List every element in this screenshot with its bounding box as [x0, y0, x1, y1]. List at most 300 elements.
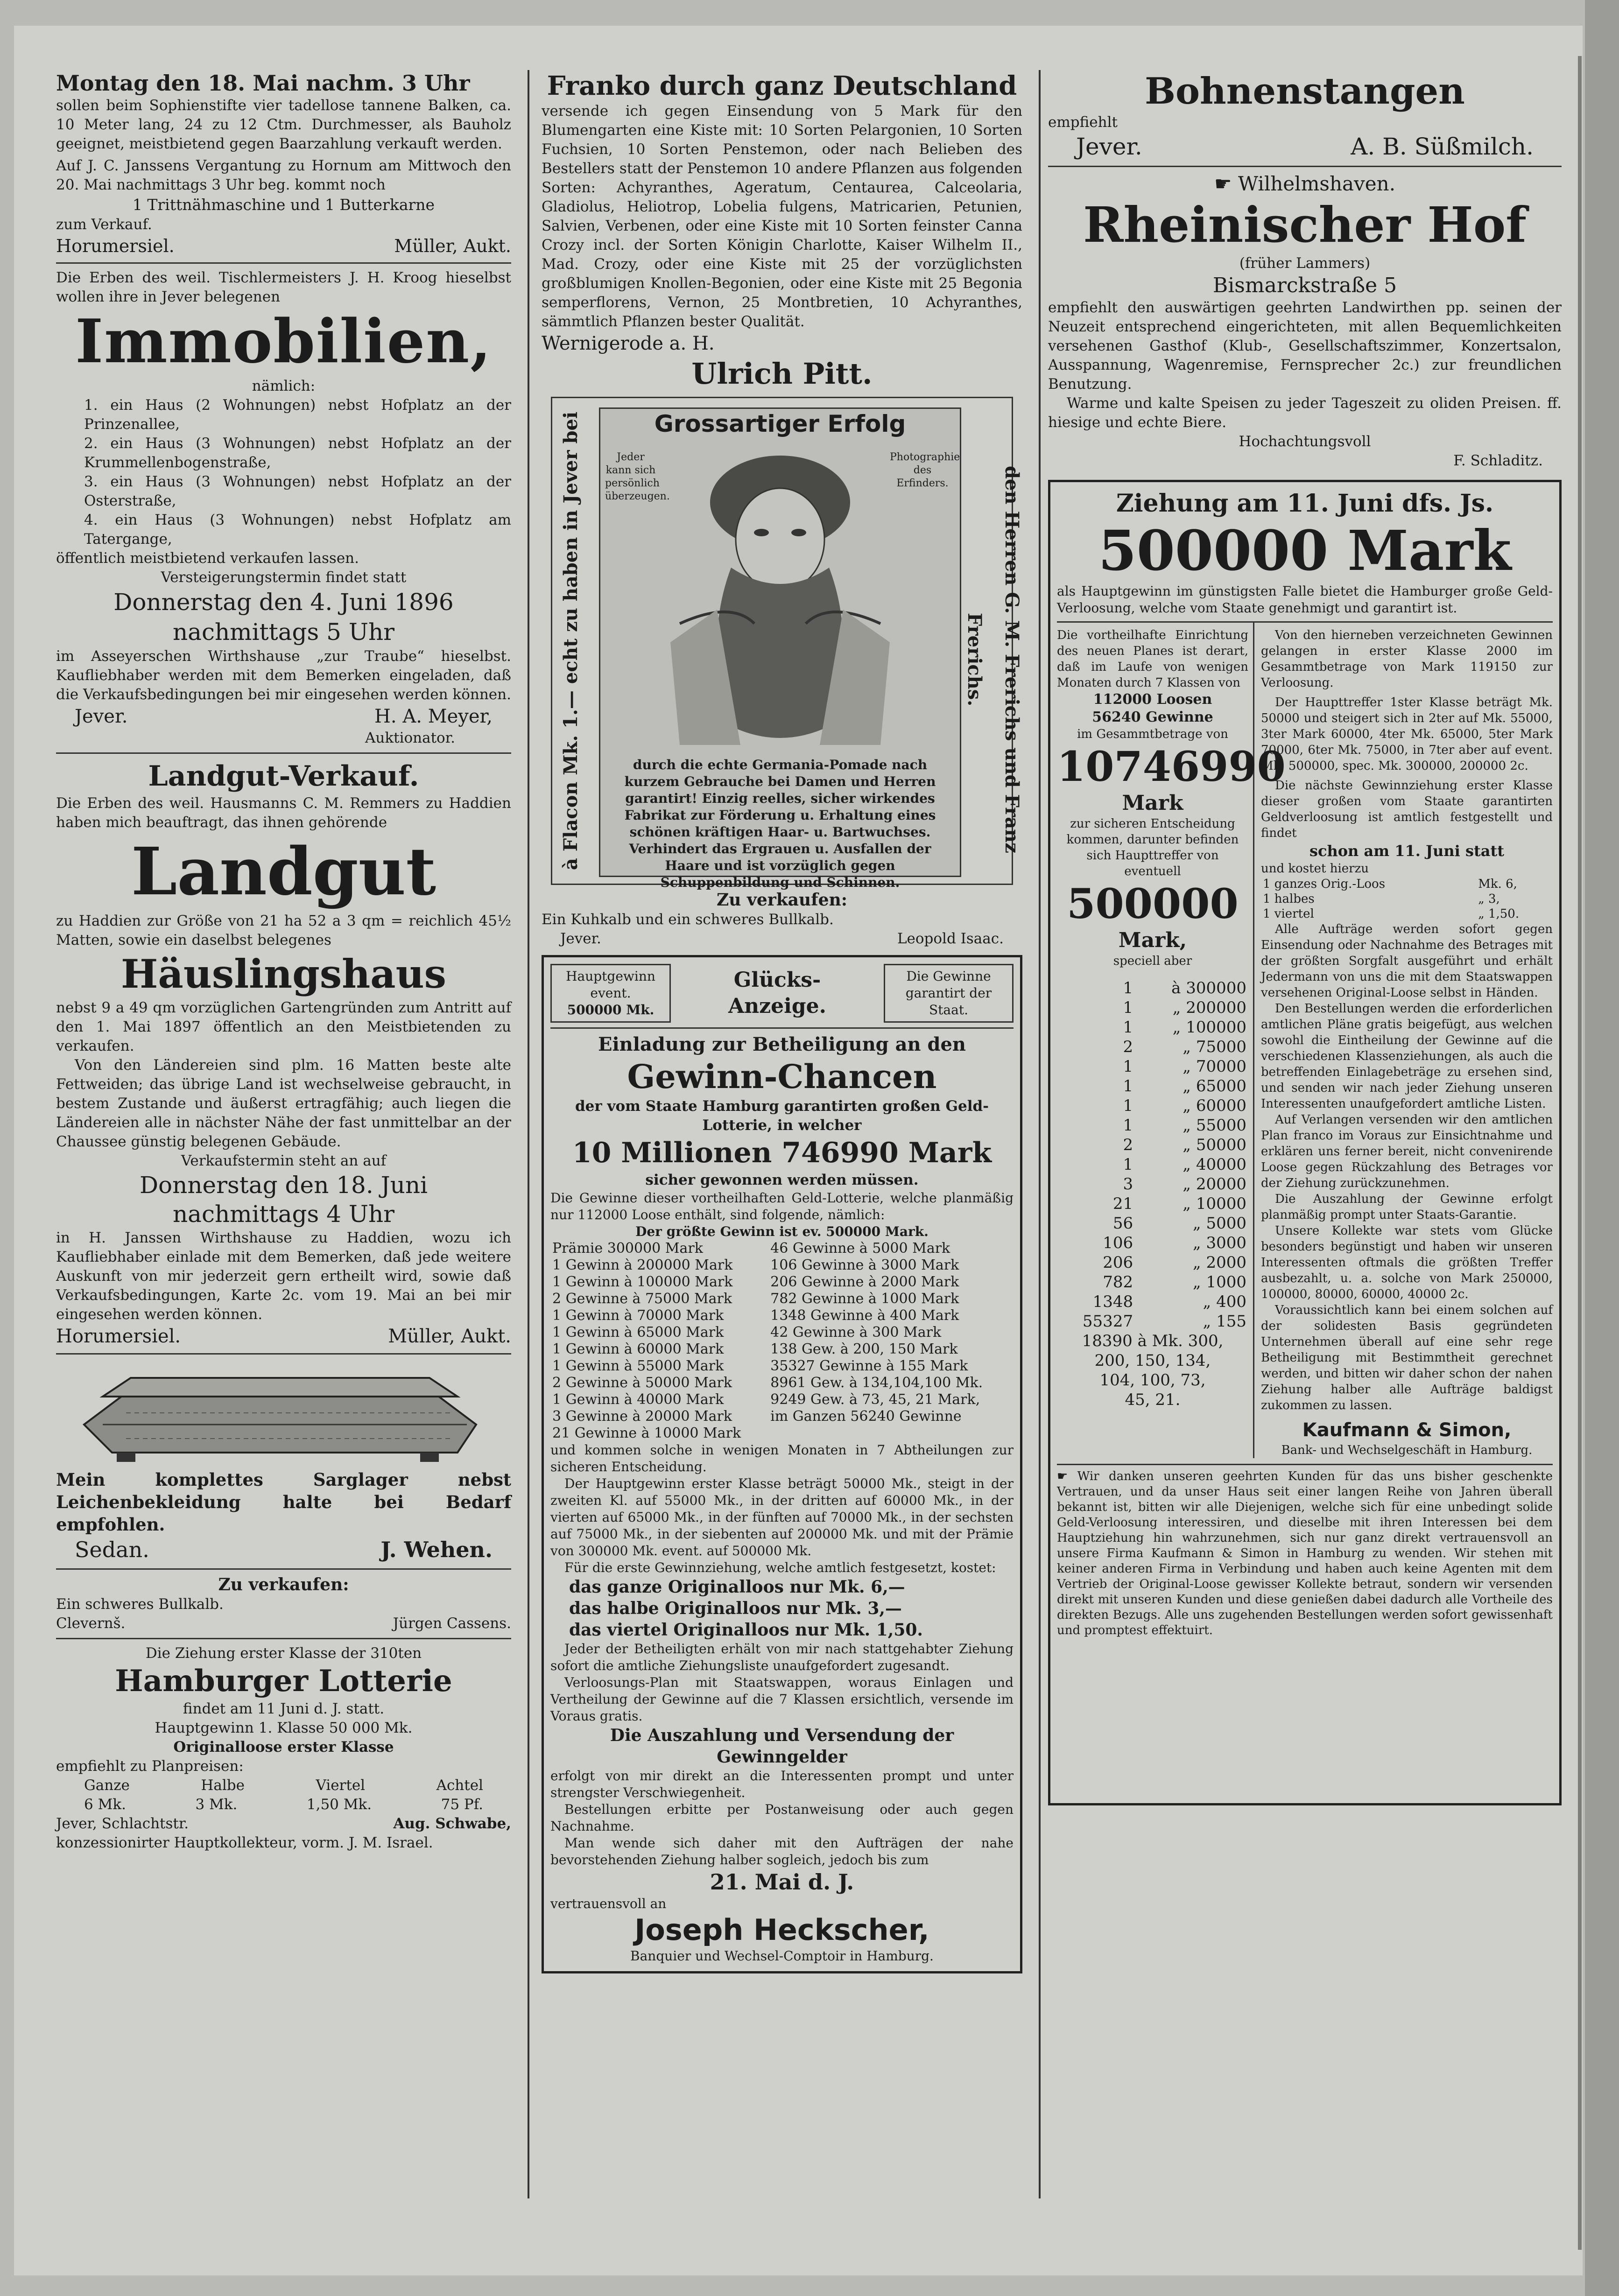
prize-amount: „ 155: [1203, 1312, 1246, 1331]
table-cell: 42 Gewinne à 300 Mark: [770, 1324, 942, 1341]
ad-rheinischer-hof: [1048, 172, 1562, 470]
table-row: [550, 1391, 1014, 1408]
ad-text: nebst 9 a 49 qm vorzüglichen Gartengründen zum Antritt auf den 1. Mai 1897 öffentlich an den Meistbietenden zu verkaufen.: [56, 999, 511, 1054]
ad-place: Clevernš.: [56, 1615, 126, 1632]
loos-price: „ 3,: [1478, 892, 1500, 906]
table-row: [550, 1291, 1014, 1307]
ad-text: und kostet hierzu: [1261, 862, 1369, 876]
ad-text: vertrauensvoll an: [550, 1896, 667, 1911]
ad-signature: [56, 704, 511, 729]
prize-count: 1: [1123, 1077, 1133, 1095]
ad-pflanzen: [542, 70, 1022, 392]
prize-amount: „ 40000: [1183, 1155, 1246, 1174]
divider: [56, 1353, 511, 1355]
prize-tail: 104, 100, 73,: [1099, 1371, 1206, 1390]
table-row: [1057, 1135, 1248, 1155]
ad-title: Bohnenstangen: [1145, 70, 1465, 112]
ad-signer: J. Wehen.: [380, 1537, 493, 1562]
ad-big-amount: 10 Millionen 746990 Mark: [572, 1137, 992, 1169]
ad-text: Die Auszahlung der Gewinne erfolgt planmäßig prompt unter Staats-Garantie.: [1261, 1192, 1553, 1222]
pointing-hand-icon: ☛: [1214, 172, 1238, 195]
prize-table-body: [550, 1240, 1014, 1442]
ad-signer-title: Banquier und Wechsel-Comptoir in Hamburg.: [630, 1948, 934, 1964]
ad-place: Jever.: [560, 930, 601, 947]
price-header: Ganze: [84, 1777, 130, 1794]
ad-text: Von den hierneben verzeichneten Gewinnen gelangen in erster Klasse 2000 im Gesammtbetrage von Mark 119150 zur Verloosung.: [1261, 628, 1553, 690]
table-cell: 1348 Gewinne à 400 Mark: [770, 1307, 959, 1324]
coffin-illustration: [56, 1359, 511, 1467]
prize-count: 1: [1123, 1116, 1133, 1135]
ad-text: Alle Aufträge werden sofort gegen Einsendung oder Nachnahme des Betrages mit der größten Sorgfalt ausgeführt und erhält Jedermann von uns die mit dem Staatswappen versehenen Original-Loose selbst in Händen.: [1261, 922, 1553, 1000]
ad-street: Bismarckstraße 5: [1212, 274, 1397, 297]
ad-signer: Müller, Aukt.: [394, 236, 511, 256]
ad-label: Hauptgewinn: [566, 969, 655, 984]
ad-text: Von den Ländereien sind plm. 16 Matten beste alte Fettweiden; das übrige Land ist wechselweise gebraucht, in bestem Zustande und äußerst ertragfähig; auch liegen die Ländereien alle in nächster Nähe der fast unmittelbar an der Chaussee günstig belegenen Gebäude.: [56, 1057, 511, 1150]
ad-signature: [56, 1536, 511, 1564]
loos-price-body: [1261, 877, 1553, 921]
ad-signer: Aug. Schwabe,: [393, 1815, 511, 1832]
ad-intro: Die Ziehung erster Klasse der 310ten: [145, 1645, 422, 1662]
table-row: [1057, 1194, 1248, 1214]
ad-text: der vom Staate Hamburg garantirten großen Geld-Lotterie, in welcher: [575, 1098, 989, 1134]
ad-text: Hauptgewinn 1. Klasse 50 000 Mk.: [155, 1720, 413, 1736]
table-row: [1057, 1272, 1248, 1292]
ad-signer: Joseph Heckscher,: [634, 1913, 929, 1947]
ad-signer: H. A. Meyer,: [374, 706, 493, 727]
book-edge: [1585, 0, 1619, 2296]
list-item: 1. ein Haus (2 Wohnungen) nebst Hofplatz an der Prinzenallee,: [84, 397, 511, 433]
table-cell: 1 Gewinn à 200000 Mark: [552, 1257, 733, 1273]
ad-label: 500000 Mk.: [567, 1002, 655, 1018]
ad-hamburger-lotterie: [56, 1644, 511, 1853]
column-1: [56, 70, 511, 1853]
list-item: 4. ein Haus (3 Wohnungen) nebst Hofplatz am Tatergange,: [84, 512, 511, 548]
ad-text: 112000 Loosen: [1093, 691, 1212, 708]
column-3: [1048, 70, 1562, 1805]
ad-text: Ein Kuhkalb und ein schweres Bullkalb.: [542, 911, 834, 928]
prize-list-body: [1057, 978, 1248, 1331]
prize-amount: „ 400: [1203, 1292, 1246, 1311]
ad-text: Den Bestellungen werden die erforderlichen amtlichen Pläne gratis beigefügt, aus welchen sowohl die Eintheilung der Gewinne auf die verschiedenen Klassenziehungen, als auch die betreffenden Einlagebeträge zu ersehen sind, und senden wir nach jeder Ziehung unseren Interessenten unaufgefordert amtliche Listen.: [1261, 1002, 1553, 1111]
prize-count: 55327: [1082, 1312, 1133, 1331]
ad-text: speciell aber: [1113, 954, 1192, 968]
ad-signature: [542, 929, 1022, 948]
ad-text: im Asseyerschen Wirthshause „zur Traube“ hieselbst. Kaufliebhaber werden mit dem Bemerken eingeladen, daß die Verkaufsbedingungen bei mir eingesehen werden können.: [56, 648, 511, 703]
table-row: [550, 1358, 1014, 1375]
ad-sub: nämlich:: [252, 378, 316, 394]
table-cell: 9249 Gew. à 73, 45, 21 Mark,: [770, 1391, 980, 1408]
ad-text: zur sicheren Entscheidung kommen, darunter befinden sich Haupttreffer von eventuell: [1066, 817, 1239, 878]
ad-text: Der größte Gewinn ist ev. 500000 Mark.: [635, 1224, 929, 1239]
divider: [56, 262, 511, 264]
table-cell: 1 Gewinn à 65000 Mark: [552, 1324, 724, 1341]
prize-amount: „ 2000: [1193, 1253, 1246, 1272]
ad-text: Originalloose erster Klasse: [173, 1739, 394, 1755]
table-cell: 1 Gewinn à 70000 Mark: [552, 1307, 724, 1324]
ad-signature: [56, 1814, 511, 1833]
ad-heading: Montag den 18. Mai nachm. 3 Uhr: [56, 70, 470, 96]
prize-count: 1: [1123, 979, 1133, 997]
table-row: [550, 1408, 1014, 1425]
ad-text: findet am 11 Juni d. J. statt.: [183, 1700, 385, 1717]
ad-heckscher-box: [542, 955, 1022, 1973]
ad-items: 1 Trittnähmaschine und 1 Butterkarne: [132, 196, 435, 214]
ad-text: Der Hauptgewinn erster Klasse beträgt 50000 Mk., steigt in der zweiten Kl. auf 55000 Mk., in der dritten auf 60000 Mk., in der vierten auf 65000 Mk., in der fünften auf 70000 Mk., in der sechsten auf 75000 Mk., in der siebenten auf 200000 Mk. und mit der Prämie von 300000 Mk. event. auf 500000 Mk.: [550, 1476, 1014, 1559]
prize-count: 106: [1103, 1234, 1133, 1252]
ad-text: Warme und kalte Speisen zu jeder Tageszeit zu oliden Preisen. ff. hiesige und echte Biere.: [1048, 395, 1562, 431]
ad-signer-title: konzessionirter Hauptkollekteur, vorm. J. M. Israel.: [56, 1834, 433, 1851]
table-cell: 35327 Gewinne à 155 Mark: [770, 1358, 968, 1374]
ad-city: Wilhelmshaven.: [1238, 172, 1396, 195]
prize-amount: „ 20000: [1183, 1175, 1246, 1194]
ad-signer: F. Schladitz.: [1453, 452, 1543, 469]
ad-bullkalb: [56, 1574, 511, 1633]
ad-signer-title: Bank- und Wechselgeschäft in Hamburg.: [1281, 1443, 1533, 1457]
ad-price-line: das halbe Originalloos nur Mk. 3,—: [569, 1599, 902, 1618]
ad-side-right: [964, 398, 1023, 884]
page-shadow: [1578, 56, 1582, 2250]
ad-time: nachmittags 4 Uhr: [172, 1201, 395, 1228]
ad-text: Man wende sich daher mit den Aufträgen der nahe bevorstehenden Ziehung halber sogleich, jedoch bis zum: [550, 1835, 1014, 1868]
table-row: [1261, 892, 1553, 906]
table-row: [1057, 1155, 1248, 1174]
ad-title: Glücks-Anzeige.: [728, 968, 826, 1018]
table-row: [550, 1375, 1014, 1391]
ad-big-number: 10746990: [1057, 742, 1286, 791]
ad-text: im Gesammtbetrage von: [1077, 727, 1228, 741]
ad-date: Donnerstag den 4. Juni 1896: [113, 589, 454, 616]
ad-big-title: Häuslingshaus: [121, 951, 446, 997]
table-row: [1057, 1116, 1248, 1135]
table-row: [1057, 1057, 1248, 1076]
table-cell: 1 Gewinn à 40000 Mark: [552, 1391, 724, 1408]
table-row: [1057, 1312, 1248, 1331]
ad-text: Auf Verlangen versenden wir den amtlichen Plan franco im Voraus zur Einsichtnahme und erklären uns ferner bereit, nicht convenirende Loose gegen Rückzahlung des Betrages vor der Ziehung zurückzunehmen.: [1261, 1113, 1553, 1190]
prize-count: 21: [1112, 1194, 1133, 1213]
divider: [56, 1638, 511, 1639]
table-row: [550, 1307, 1014, 1324]
table-cell: 46 Gewinne à 5000 Mark: [770, 1240, 950, 1257]
ad-sarglager: [56, 1359, 511, 1564]
ad-title: Immobilien,: [75, 307, 492, 377]
table-row: [1261, 906, 1553, 921]
ad-place: Wernigerode a. H.: [542, 333, 715, 354]
ad-thanks: [1057, 1464, 1553, 1638]
ad-text: Verloosungs-Plan mit Staatswappen, woraus Einlagen und Vertheilung der Gewinne auf die 7 Klassen ersichtlich, versende im Voraus gratis.: [550, 1675, 1014, 1724]
table-row: [550, 1425, 1014, 1442]
ad-kuhkalb: [542, 890, 1022, 948]
ad-text: (früher Lammers): [1239, 255, 1371, 272]
prize-amount: „ 70000: [1183, 1057, 1246, 1076]
ad-time: nachmittags 5 Uhr: [172, 618, 395, 646]
prize-amount: „ 1000: [1193, 1273, 1246, 1292]
table-row: [1057, 1292, 1248, 1312]
ad-text: Unsere Kollekte war stets vom Glücke besonders begünstigt und haben wir unseren Interessenten oftmals die größten Treffer ausbezahlt, u. a. solche von Mark 250000, 100000, 80000, 60000, 40000 2c.: [1261, 1224, 1553, 1301]
ad-label: event.: [590, 985, 631, 1001]
ad-label: Die Gewinne garantirt der Staat.: [884, 964, 1014, 1023]
prize-amount: „ 60000: [1183, 1096, 1246, 1115]
table-row: [1057, 1037, 1248, 1057]
price-header: Halbe: [201, 1777, 245, 1794]
ad-title: Gewinn-Chancen: [627, 1057, 937, 1096]
ad-text: Die Auszahlung und Versendung der Gewinngelder: [610, 1726, 954, 1767]
prize-count: 1: [1123, 1155, 1133, 1174]
ad-city-row: [1048, 172, 1562, 196]
ad-date: 21. Mai d. J.: [710, 1869, 854, 1895]
prize-count: 3: [1123, 1175, 1133, 1194]
loos-type: 1 viertel: [1263, 907, 1314, 921]
ad-text: Jeder der Betheiligten erhält von mir nach stattgehabter Ziehung sofort die amtliche Ziehungsliste unaufgefordert zugesandt.: [550, 1641, 1014, 1673]
divider: [56, 1568, 511, 1570]
table-cell: 106 Gewinne à 3000 Mark: [770, 1257, 959, 1273]
prize-amount: à 300000: [1171, 979, 1246, 997]
table-cell: Prämie 300000 Mark: [552, 1240, 703, 1257]
prize-count: 2: [1123, 1136, 1133, 1154]
ad-title: Rheinischer Hof: [1083, 196, 1527, 253]
table-cell: 1 Gewinn à 60000 Mark: [552, 1341, 724, 1357]
prize-tail: 45, 21.: [1125, 1390, 1181, 1409]
ad-title: Zu verkaufen:: [716, 890, 848, 910]
ad-place: Sedan.: [75, 1537, 149, 1562]
prize-amount: „ 200000: [1172, 998, 1246, 1017]
loos-price-table: [1261, 877, 1553, 921]
table-row: [1057, 1233, 1248, 1253]
ad-signature: [1048, 132, 1562, 161]
price-value: 6 Mk.: [84, 1796, 126, 1813]
ad-text: empfiehlt den auswärtigen geehrten Landwirthen pp. seinen der Neuzeit entsprechend eingerichteten, mit allen Bequemlichkeiten versehenen Gasthof (Klub-, Gesellschaftszimmer, Konzertsalon, Ausspannung, Wagenremise, Fernsprecher 2c.) zur freundlichen Benutzung.: [1048, 299, 1562, 393]
ad-side-left: [552, 398, 590, 884]
ad-text: sicher gewonnen werden müssen.: [645, 1172, 919, 1188]
table-row: [1057, 1076, 1248, 1096]
price-value: 75 Pf.: [441, 1796, 483, 1813]
ad-signer: Leopold Isaac.: [897, 930, 1004, 947]
table-cell: 3 Gewinne à 20000 Mark: [552, 1408, 732, 1425]
ad-text: Auf J. C. Janssens Vergantung zu Hornum am Mittwoch den 20. Mai nachmittags 3 Uhr beg. kommt noch: [56, 157, 511, 193]
ad-text: Einladung zur Betheiligung an den: [598, 1033, 966, 1055]
column-rule-1: [528, 70, 529, 2198]
ad-price-line: das ganze Originalloos nur Mk. 6,—: [569, 1577, 905, 1597]
ad-signer: Müller, Aukt.: [388, 1326, 511, 1347]
divider: [1048, 166, 1562, 167]
ad-place: Jever.: [75, 706, 128, 727]
loos-type: 1 ganzes Orig.-Loos: [1263, 877, 1386, 891]
ad-text: schon am 11. Juni statt: [1309, 842, 1505, 860]
ad-text: Die nächste Gewinnziehung erster Klasse dieser großen vom Staate garantirten Geldverloosung ist amtlich festgestellt und findet: [1261, 779, 1553, 840]
ad-text: [1057, 1469, 1553, 1638]
ad-head: Grossartiger Erfolg: [654, 410, 906, 437]
ad-big-number: 500000: [1067, 879, 1239, 928]
table-cell: im Ganzen 56240 Gewinne: [770, 1408, 962, 1425]
list-item: 3. ein Haus (3 Wohnungen) nebst Hofplatz an der Osterstraße,: [84, 473, 511, 509]
prize-count: 1: [1123, 1096, 1133, 1115]
prize-amount: „ 50000: [1183, 1136, 1246, 1154]
table-row: [550, 1240, 1014, 1257]
ad-place: Jever.: [1076, 133, 1142, 160]
ad-title: Hamburger Lotterie: [115, 1664, 452, 1699]
ad-text: zu Haddien zur Größe von 21 ha 52 a 3 qm = reichlich 45½ Matten, sowie ein daselbst belegenes: [56, 913, 511, 948]
divider: [56, 752, 511, 754]
ad-kaufmann-simon-box: [1048, 480, 1562, 1805]
table-row: [1057, 998, 1248, 1018]
price-headers: [56, 1776, 511, 1795]
table-cell: 21 Gewinne à 10000 Mark: [552, 1425, 741, 1441]
table-row: [550, 1324, 1014, 1341]
ad-signer: Jürgen Cassens.: [393, 1615, 511, 1632]
ad-intro: Die Erben des weil. Hausmanns C. M. Remmers zu Haddien haben mich beauftragt, das ihnen gehörende: [56, 795, 511, 831]
prize-count: 782: [1103, 1273, 1133, 1292]
ad-text: öffentlich meistbietend verkaufen lassen.: [56, 550, 359, 567]
price-header: Achtel: [436, 1777, 483, 1794]
loos-type: 1 halbes: [1263, 892, 1315, 906]
ad-hauptgewinn-box: [550, 964, 671, 1023]
ad-text: 56240 Gewinne: [1092, 709, 1213, 725]
bearded-man-portrait: [661, 446, 899, 750]
table-row: [1057, 1214, 1248, 1233]
ad-right-column: [1254, 623, 1553, 1458]
table-cell: 138 Gew. à 200, 150 Mark: [770, 1341, 958, 1357]
ad-text: als Hauptgewinn im günstigsten Falle bietet die Hamburger große Geld-Verloosung, welche vom Staate genehmigt und garantirt ist.: [1057, 583, 1553, 616]
ad-signer: Kaufmann & Simon,: [1302, 1419, 1512, 1441]
ad-text: erfolgt von mir direkt an die Interessenten prompt und unter strengster Verschwiegenheit.: [550, 1768, 1014, 1800]
table-cell: 2 Gewinne à 75000 Mark: [552, 1291, 732, 1307]
table-row: [550, 1257, 1014, 1274]
ad-text: Der Haupttreffer 1ster Klasse beträgt Mk. 50000 und steigert sich in 2ter auf Mk. 55000, 3ter Mark 60000, 4ter Mk. 65000, 5ter Mark 70000, 6ter Mk. 75000, in 7ter aber auf event. Mk. 500000, spec. Mk. 300000, 200000 2c.: [1261, 695, 1553, 773]
ad-two-columns: [1057, 621, 1553, 1458]
ad-top: Ziehung am 11. Juni dfs. Js.: [1116, 489, 1494, 518]
table-row: [1057, 1253, 1248, 1272]
ad-signature: [56, 234, 511, 258]
table-cell: 782 Gewinne à 1000 Mark: [770, 1291, 959, 1307]
ad-text: Hochachtungsvoll: [1239, 433, 1371, 450]
column-rule-2: [1039, 70, 1041, 2198]
table-cell: 1 Gewinn à 55000 Mark: [552, 1358, 724, 1374]
ad-signer: Ulrich Pitt.: [691, 357, 873, 391]
ad-signature: [56, 1614, 511, 1633]
prize-amount: „ 10000: [1183, 1194, 1246, 1213]
ad-caption: durch die echte Germania-Pomade nach kurzem Gebrauche bei Damen und Herren garantirt! Einzig reelles, sicher wirkendes Fabrikat zur Förderung u. Erhaltung eines schönen kräftigen Haar- u. Bartwuchses. Verhindert das Ergrauen u. Ausfallen der Haare und ist vorzüglich gegen Schuppenbildung und Schinnen.: [624, 757, 936, 890]
prize-amount: „ 3000: [1193, 1234, 1246, 1252]
prize-count: 1: [1123, 998, 1133, 1017]
prize-amount: „ 5000: [1193, 1214, 1246, 1233]
ad-date: Donnerstag den 18. Juni: [139, 1172, 428, 1199]
ad-side-text: à Flacon Mk. 1.— echt zu haben in Jever bei: [560, 411, 582, 871]
table-row: [550, 1341, 1014, 1358]
ad-text: Die Gewinne dieser vortheilhaften Geld-Lotterie, welche planmäßig nur 112000 Loose enthält, sind folgende, nämlich:: [550, 1190, 1014, 1222]
ad-text: Mein komplettes Sarglager nebst Leichenbekleidung halte bei Bedarf empfohlen.: [56, 1469, 511, 1535]
ad-text: Verkaufstermin steht an auf: [181, 1152, 387, 1169]
ad-bohnenstangen: [1048, 70, 1562, 161]
ad-text: und kommen solche in wenigen Monaten in 7 Abtheilungen zur sicheren Entscheidung.: [550, 1442, 1014, 1474]
ad-text: Bestellungen erbitte per Postanweisung oder auch gegen Nachnahme.: [550, 1802, 1014, 1834]
table-cell: 206 Gewinne à 2000 Mark: [770, 1274, 959, 1290]
ad-text: Für die erste Gewinnziehung, welche amtlich festgesetzt, kostet:: [564, 1560, 996, 1575]
ad-title: Zu verkaufen:: [218, 1575, 349, 1594]
table-cell: 2 Gewinne à 50000 Mark: [552, 1375, 732, 1391]
ad-text: Voraussichtlich kann bei einem solchen auf der solidesten Basis gegründeten Unternehmen überall auf eine sehr rege Betheiligung mit Bestimmtheit gerechnet werden, und bitten wir daher schon der nahen Ziehung halber alle Aufträge baldigst zukommen zu lassen.: [1261, 1303, 1553, 1412]
table-row: [1057, 1096, 1248, 1116]
ad-text: Versteigerungstermin findet statt: [161, 569, 407, 586]
prize-count: 1: [1123, 1018, 1133, 1037]
prize-tail: 18390 à Mk. 300,: [1082, 1332, 1224, 1350]
ad-price-line: das viertel Originalloos nur Mk. 1,50.: [569, 1620, 923, 1640]
prize-list: [1057, 978, 1248, 1331]
prize-count: 1: [1123, 1057, 1133, 1076]
column-2: [542, 70, 1022, 1973]
prize-tail: 200, 150, 134,: [1094, 1351, 1211, 1370]
ad-caption-left: Jeder kann sich persönlich überzeugen.: [605, 451, 670, 502]
ad-place: Horumersiel.: [56, 236, 175, 256]
pointing-hand-icon: ☛: [1057, 1469, 1077, 1483]
ad-header-row: [550, 964, 1014, 1029]
ad-left-column: [1057, 623, 1286, 1458]
table-row: [1057, 1174, 1248, 1194]
ad-text: sollen beim Sophienstifte vier tadellose tannene Balken, ca. 10 Meter lang, 24 zu 12 Ctm. Durchmesser, als Bauholz geeignet, meistbietend gegen Baarzahlung verkauft werden.: [56, 97, 511, 152]
table-cell: 8961 Gew. à 134,104,100 Mk.: [770, 1375, 983, 1391]
ad-intro: Die Erben des weil. Tischlermeisters J. H. Kroog hieselbst wollen ihre in Jever belegenen: [56, 269, 511, 305]
ad-landgut: [56, 758, 511, 1348]
table-row: [550, 1274, 1014, 1291]
prize-amount: „ 100000: [1172, 1018, 1246, 1037]
ad-text: Mark: [1122, 791, 1183, 815]
table-row: [1057, 978, 1248, 998]
ad-place: Jever, Schlachtstr.: [56, 1815, 189, 1832]
price-values: [56, 1795, 511, 1814]
ad-thanks-text: Wir danken unseren geehrten Kunden für das uns bisher geschenkte Vertrauen, und da unser Haus seit einer langen Reihe von Jahren überall bekannt ist, bitten wir alle Diejenigen, welche sich für eine unbedingt solide Geld-Verloosung interessiren, und dieselbe mit ihren Interessen bei dem Hauptziehung hin wahrzunehmen, sich nur ganz direkt vertrauensvoll an unsere Firma Kaufmann & Simon in Hamburg zu wenden. Wir stehen mit keiner anderen Firma in Verbindung und haben auch keine Agenten mit dem Vertrieb der Original-Loose gewisser Kollekte betraut, sondern wir versenden direkt mit unseren Kunden und diese genießen dabei dadurch alle Vortheile des direkten Bezugs. Alle uns zugehenden Bestellungen werden sofort gewissenhaft und promptest effektuirt.: [1057, 1469, 1553, 1637]
table-row: [1261, 877, 1553, 892]
price-header: Viertel: [316, 1777, 366, 1794]
ad-text: Die vortheilhafte Einrichtung des neuen Planes ist derart, daß im Laufe von wenigen Monaten durch 7 Klassen von: [1057, 628, 1248, 690]
portrait-panel: [599, 407, 961, 890]
prize-amount: „ 65000: [1183, 1077, 1246, 1095]
ad-title: Franko durch ganz Deutschland: [547, 70, 1017, 101]
loos-price: Mk. 6,: [1478, 877, 1517, 891]
table-cell: [768, 1425, 1014, 1442]
ad-caption-right: Photographie des Erfinders.: [890, 451, 960, 489]
ad-title: Landgut-Verkauf.: [148, 760, 419, 793]
ad-text: empfiehlt: [1048, 114, 1118, 131]
ad-signer: A. B. Süßmilch.: [1351, 133, 1534, 160]
ad-big-title: Landgut: [131, 834, 436, 910]
ad-side-text: den Herren G. M. Frerichs und Franz Frerichs.: [964, 466, 1023, 853]
prize-count: 56: [1112, 1214, 1133, 1233]
ad-signature: [56, 1324, 511, 1348]
ad-signer-title: Auktionator.: [365, 730, 455, 746]
prize-count: 1348: [1092, 1292, 1133, 1311]
prize-amount: „ 55000: [1183, 1116, 1246, 1135]
prize-count: 2: [1123, 1038, 1133, 1056]
ad-text: versende ich gegen Einsendung von 5 Mark für den Blumengarten eine Kiste mit: 10 Sorten Pelargonien, 10 Sorten Fuchsien, 10 Sorten Penstemon, oder nach Belieben des Bestellers statt der Penstemon 10 andere Pflanzen aus folgenden Sorten: Achyranthes, Ageratum, Centaurea, Calceolaria, Gladiolus, Heliotrop, Lobelia fulgens, Matricarien, Petunien, Salvien, Verbenen, oder eine Kiste mit 10 Sorten feinster Canna Crozy incl. der Sorten Königin Charlotte, Kaiser Wilhelm II., Mad. Crozy, oder eine Kiste mit 25 der vorzüglichsten großblumigen Knollen-Begonien, oder eine Kiste mit 25 Begonia semperflorens, Vernon, 25 Montbretien, 10 Achyranthes, sämmtlich Pflanzen bester Qualität.: [542, 103, 1022, 330]
ad-big-amount: 500000 Mark: [1098, 518, 1512, 583]
ad-text: empfiehlt zu Planpreisen:: [56, 1758, 244, 1775]
table-cell: 1 Gewinn à 100000 Mark: [552, 1274, 733, 1290]
price-value: 1,50 Mk.: [306, 1796, 372, 1813]
ad-text: Ein schweres Bullkalb.: [56, 1596, 224, 1613]
ad-immobilien: [56, 268, 511, 748]
price-value: 3 Mk.: [195, 1796, 238, 1813]
ad-text: Mark,: [1118, 928, 1187, 952]
ad-balken: [56, 70, 511, 258]
prize-table: [550, 1240, 1014, 1442]
ad-germania-pomade: [551, 397, 1023, 890]
loos-price: „ 1,50.: [1478, 907, 1520, 921]
prize-count: 206: [1103, 1253, 1133, 1272]
prize-amount: „ 75000: [1183, 1038, 1246, 1056]
table-row: [1057, 1018, 1248, 1037]
ad-text: zum Verkauf.: [56, 216, 152, 233]
ad-text: in H. Janssen Wirthshause zu Haddien, wozu ich Kaufliebhaber einlade mit dem Bemerken, daß jede weitere Auskunft von mir jederzeit gern ertheilt wird, sowie daß Verkaufsbedingungen, Karte 2c. vom 19. Mai an bei mir eingesehen werden können.: [56, 1229, 511, 1323]
list-item: 2. ein Haus (3 Wohnungen) nebst Hofplatz an der Krummellenbogenstraße,: [84, 435, 511, 471]
ad-place: Horumersiel.: [56, 1326, 181, 1347]
